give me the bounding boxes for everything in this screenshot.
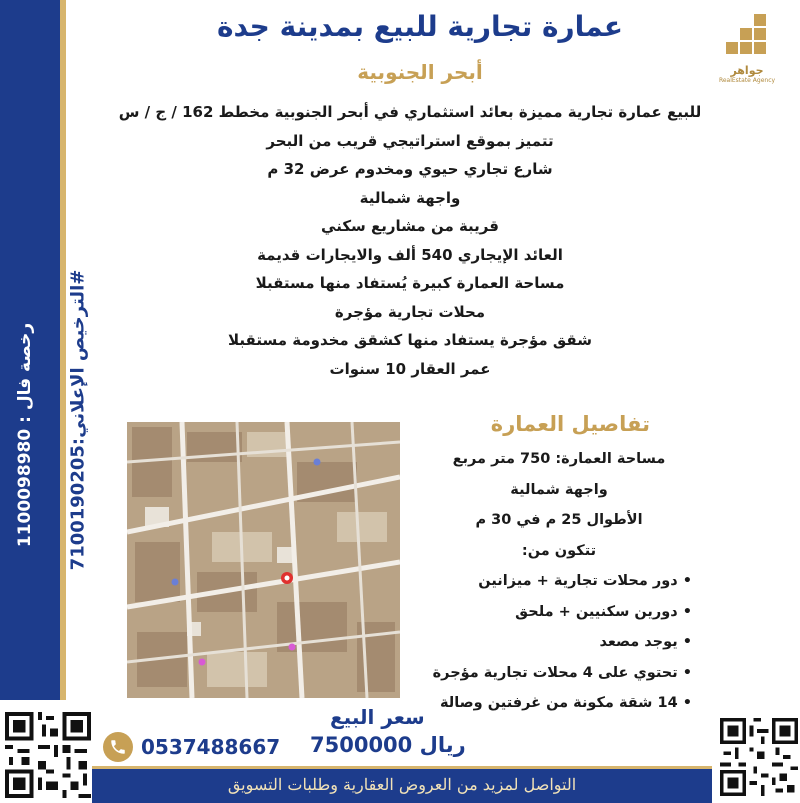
detail-line: تتكون من: — [521, 542, 597, 559]
price-label: سعر البيع — [330, 705, 425, 729]
fal-license: رخصة فال : 1100098980 — [15, 322, 35, 548]
price-currency: ريال — [419, 733, 466, 757]
phone-icon — [103, 732, 133, 762]
detail-line: واجهة شمالية — [510, 481, 608, 498]
page-title: عمارة تجارية للبيع بمدينة جدة — [216, 10, 624, 43]
phone-number[interactable]: 0537488667 — [141, 735, 281, 759]
component-item: • دورين سكنيين + ملحق — [515, 603, 692, 620]
side-gold-stripe — [60, 0, 66, 700]
description-line: واجهة شمالية — [359, 188, 461, 207]
component-item: • تحتوي على 4 محلات تجارية مؤجرة — [432, 664, 692, 681]
description-line: للبيع عمارة تجارية مميزة بعائد استثماري في أبحر الجنوبية مخطط 162 / ج / س — [118, 103, 702, 121]
description-line: قريبة من مشاريع سكني — [321, 217, 499, 235]
description-line: شقق مؤجرة يستفاد منها كشقق مخدومة مستقبلا — [228, 331, 592, 349]
component-item: • 14 شقة مكونة من غرفتين وصالة — [439, 695, 692, 711]
qr-code-right[interactable] — [720, 718, 798, 796]
component-item: • دور محلات تجارية + ميزانين — [478, 573, 692, 589]
description-line: مساحة العمارة كبيرة يُستفاد منها مستقبلا — [255, 274, 565, 292]
phone-contact[interactable] — [103, 732, 280, 762]
price-value-group — [310, 733, 478, 757]
district-subtitle: أبحر الجنوبية — [357, 60, 483, 84]
detail-line: مساحة العمارة: 750 متر مربع — [452, 451, 666, 467]
satellite-map — [127, 422, 400, 698]
logo-name: جواهر — [730, 64, 764, 77]
ad-license: الترخيص الإعلاني:7100190205# — [67, 269, 89, 571]
footer-banner: التواصل لمزيد من العروض العقارية وطلبات التسويق — [92, 766, 712, 803]
logo-tagline: RealEstate Agency — [718, 77, 776, 84]
component-item: • يوجد مصعد — [599, 634, 692, 650]
qr-code-left[interactable] — [5, 712, 91, 798]
details-list — [410, 444, 708, 719]
map-image — [127, 422, 400, 698]
description-line: تتميز بموقع استراتيجي قريب من البحر — [266, 131, 554, 150]
description-line: عمر العقار 10 سنوات — [329, 359, 491, 378]
description-list — [100, 98, 720, 383]
location-pin-icon — [281, 572, 293, 584]
description-line: العائد الإيجاري 540 ألف والايجارات قديمة — [257, 245, 563, 264]
price-value: 7500000 — [310, 733, 413, 757]
description-line: شارع تجاري حيوي ومخدوم عرض 32 م — [267, 160, 553, 178]
company-logo — [716, 12, 778, 84]
logo-mark-icon — [724, 12, 770, 62]
detail-line: الأطوال 25 م في 30 م — [475, 512, 643, 528]
details-heading: تفاصيل العمارة — [490, 412, 650, 436]
description-line: محلات تجارية مؤجرة — [334, 302, 486, 321]
